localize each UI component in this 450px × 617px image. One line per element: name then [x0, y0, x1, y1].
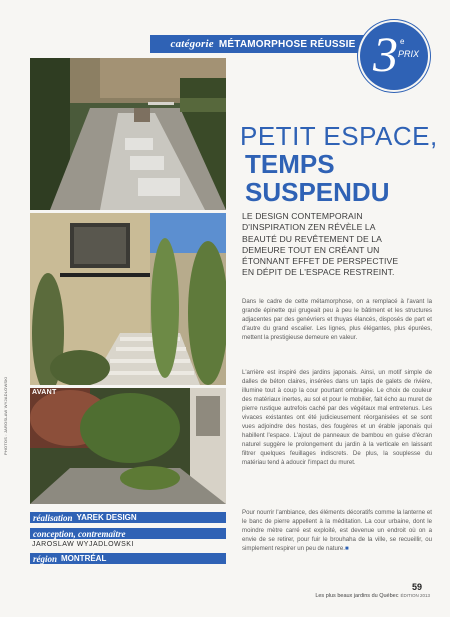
end-mark: ■ [344, 545, 349, 552]
prize-label: PRIX [398, 49, 420, 59]
body-text: L'arrière est inspiré des jardins japonais. Ainsi, un motif simple de dalles de béton claires, insérées dans un tapis de galets de rivière, illumine tout à coup la cour pourtant ombragée. Le choix de couleur des matériaux inertes, au sol et pour le mobilier, fait écho au muret de pierre rustique autrefois caché par des végétaux mal entretenus. Les vivaces existantes ont été judicieusement réorganisées et se sont vues adjoindre des hostas, des fougères et un érable japonais qui habillent l'espace. L'ajout de panneaux de bambou en guise d'écran naturel suggère le prolongement du jardin à la verticale en laissant filtrer quelques feuillages indiscrets. De plus, la souplesse du matériau tend à adoucir l'impact du muret. [242, 369, 432, 466]
category-value: MÉTAMORPHOSE RÉUSSIE [218, 38, 356, 50]
before-photo [30, 388, 226, 504]
region-bar [30, 553, 226, 564]
page-number: 59 [412, 582, 423, 592]
publication-name: Les plus beaux jardins du Québec [315, 593, 399, 599]
deck-line: D'INSPIRATION ZEN RÉVÈLE LA [242, 222, 376, 233]
title-line-2: TEMPS [245, 149, 335, 179]
category-label: catégorie [170, 38, 214, 50]
body-text [242, 508, 432, 553]
realisation-bar [30, 512, 226, 523]
title-line-3: SUSPENDU [245, 177, 390, 207]
conception-bar [30, 528, 226, 539]
category-banner [150, 35, 376, 53]
body-paragraph-2 [242, 368, 432, 467]
house-stairs-photo [30, 213, 226, 385]
conception-label: conception, contremaître [33, 528, 126, 539]
realisation-value: YAREK DESIGN [76, 513, 137, 522]
body-paragraph-1 [242, 297, 432, 342]
publication-footer [290, 593, 430, 599]
realisation-label: réalisation [33, 512, 73, 523]
deck [242, 211, 432, 279]
body-text: Dans le cadre de cette métamorphose, on a remplacé à l'avant la grande épinette qui grugeait peu à peu le bâtiment et les structures adjacentes par des genévriers et thuyas élancés, disposés de part et d'autre du grand escalier. Les lignes, plus élégantes, plus épurées, mettent la prestigieuse demeure en valeur. [242, 298, 432, 341]
deck-line: ÉTONNANT EFFET DE PERSPECTIVE [242, 256, 399, 267]
conception-value: JAROSLAW WYJADLOWSKI [32, 541, 134, 548]
deck-line: EN DÉPIT DE L'ESPACE RESTREINT. [242, 267, 395, 278]
body-paragraph-3 [242, 508, 432, 553]
deck-line: DEMEURE TOUT EN CRÉANT UN [242, 244, 380, 255]
region-value: MONTRÉAL [61, 554, 107, 563]
body-text-content: Pour nourrir l'ambiance, des éléments décoratifs comme la lanterne et le banc de pierre appellent à la méditation. La cour urbaine, dont le moindre mètre carré est exploité, est devenue un endroit où on a envie de se retirer, pour fuir le brouhaha de la ville, se recueillir, ou simplement respirer un peu de nature. [242, 509, 432, 552]
prize-number: 3 [373, 26, 398, 82]
prize-superscript: e [400, 37, 405, 46]
prize-badge [360, 22, 428, 90]
deck-line: BEAUTÉ DU REVÊTEMENT DE LA [242, 233, 382, 244]
deck-line: LE DESIGN CONTEMPORAIN [242, 211, 363, 221]
region-label: région [33, 553, 58, 564]
garden-path-photo [30, 58, 226, 210]
title-line-1: PETIT ESPACE, [240, 121, 438, 151]
photo-credit: PHOTOS : JAROSLAW WYJADLOWSKI [3, 376, 8, 455]
before-label: AVANT [32, 389, 57, 396]
edition-label: ÉDITION 2013 [400, 593, 430, 598]
